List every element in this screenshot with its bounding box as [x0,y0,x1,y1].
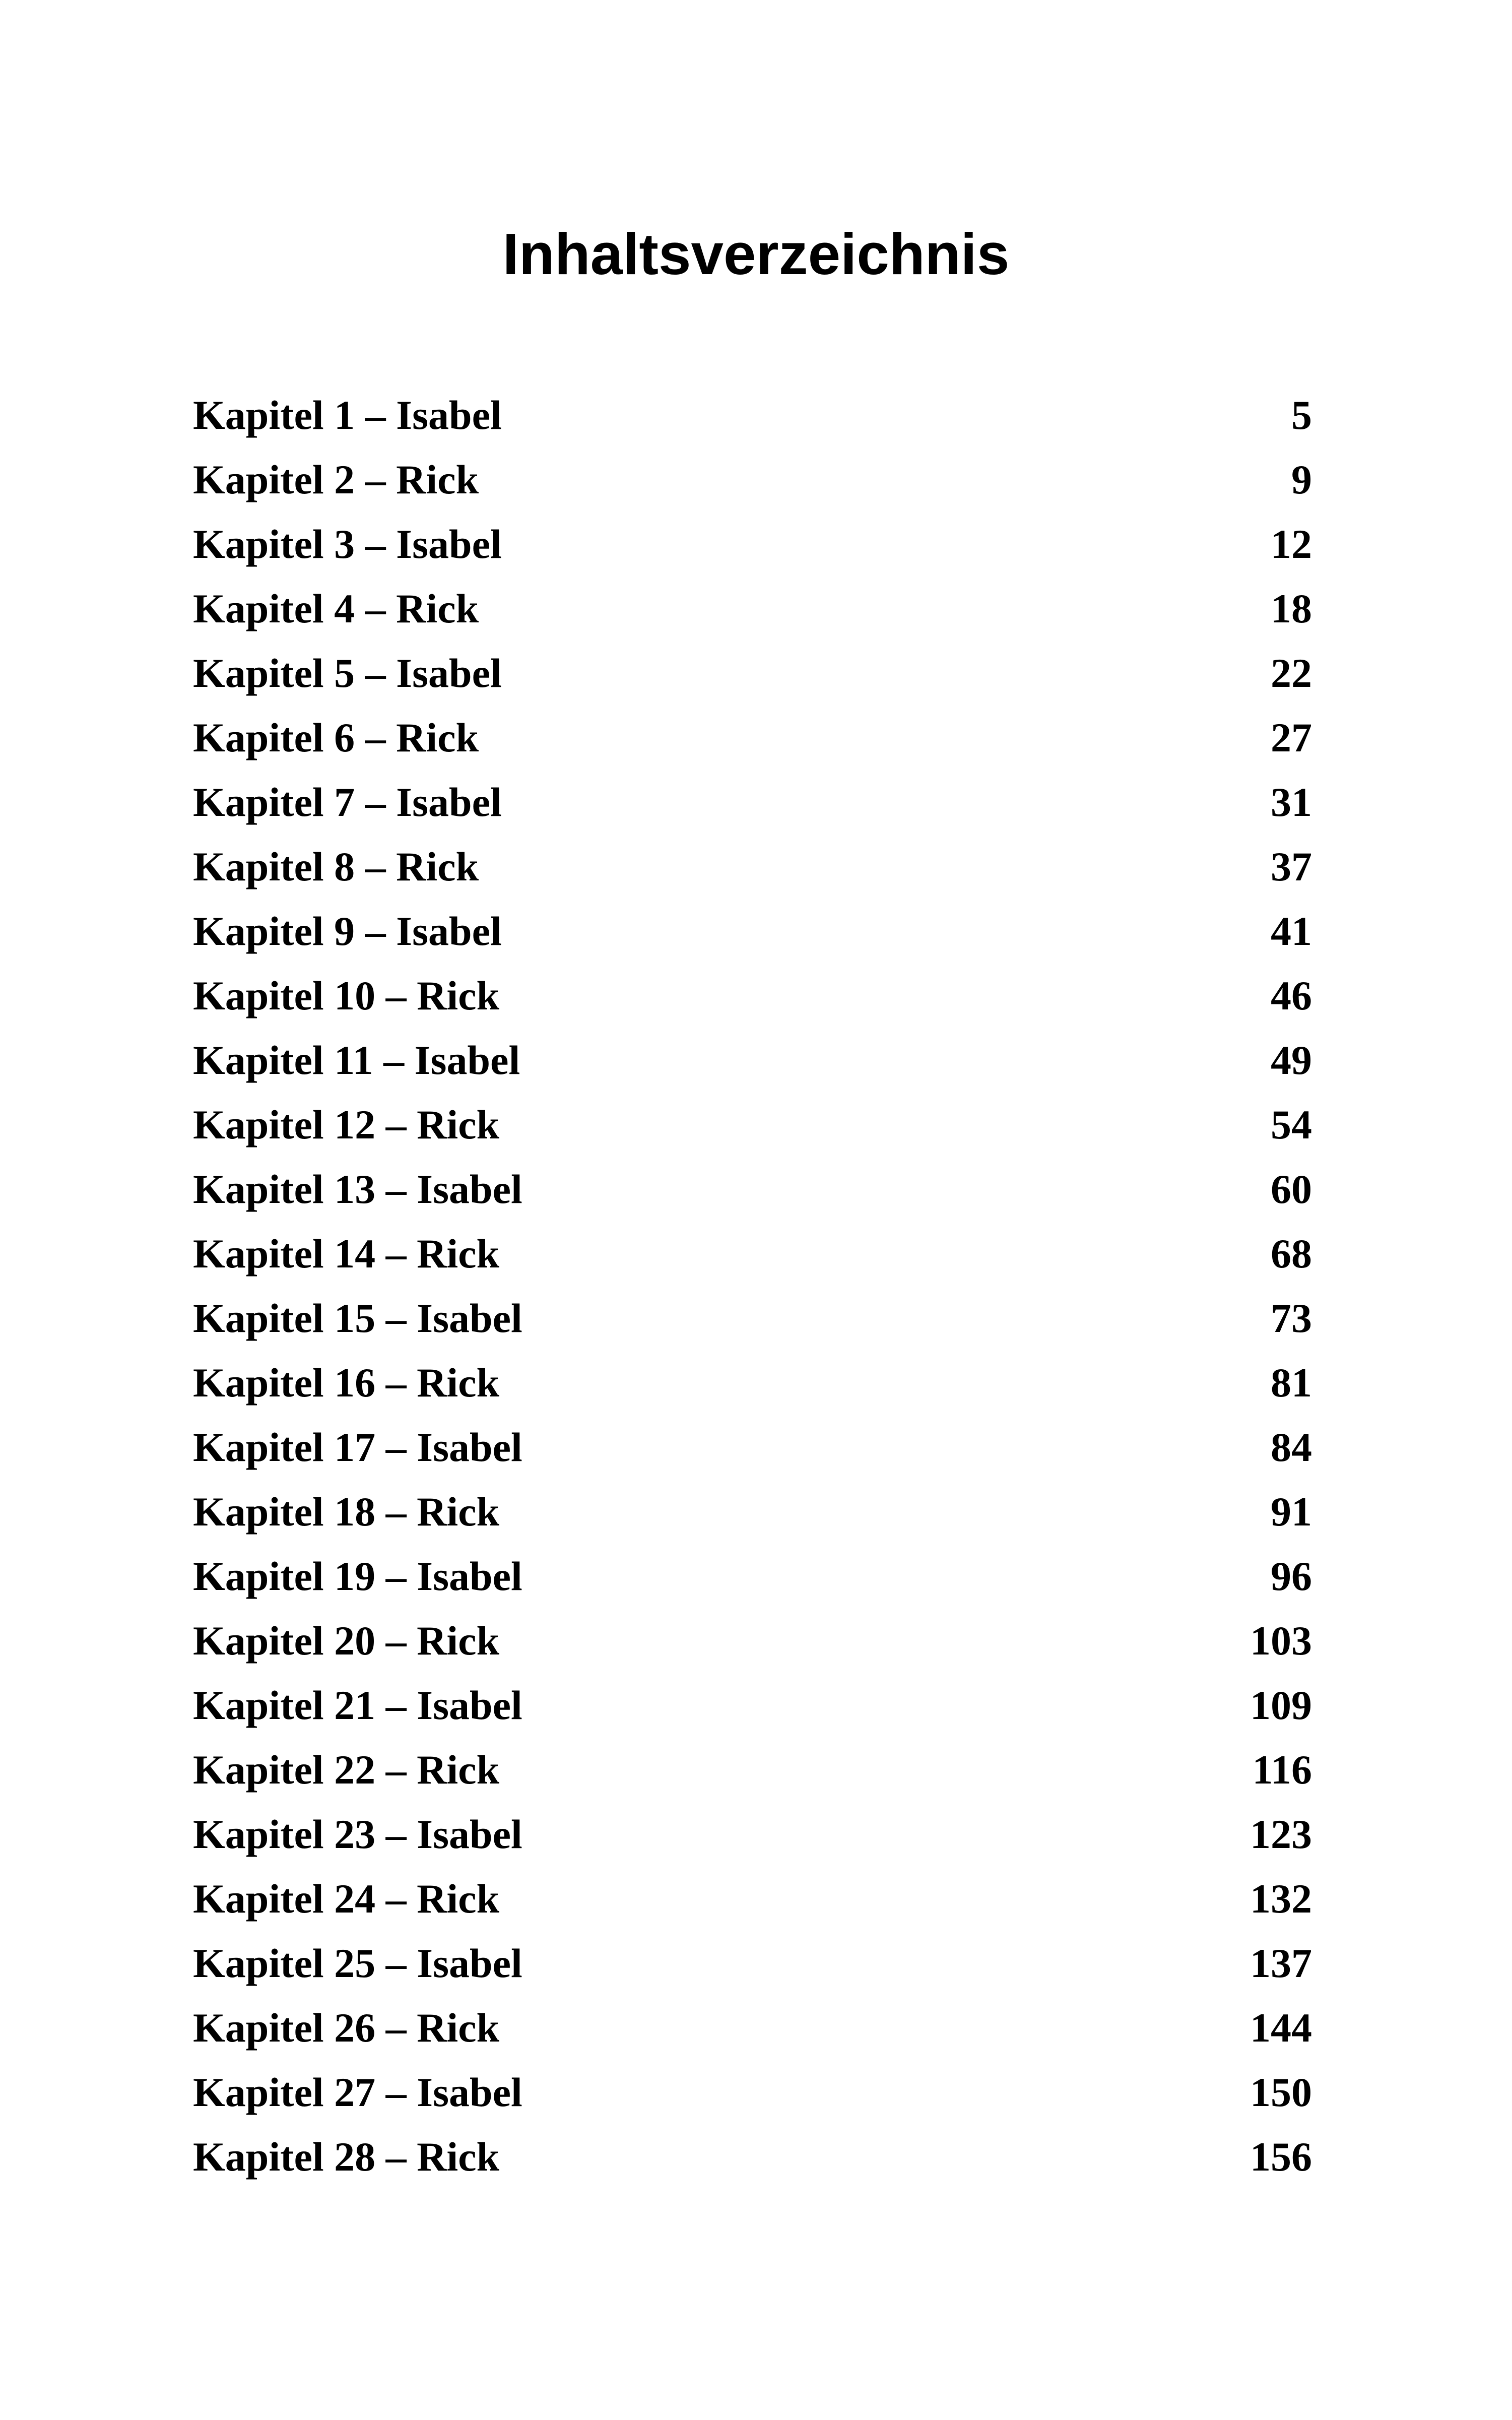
toc-entry [193,964,1312,1028]
toc-entry [193,577,1312,641]
toc-entry [193,383,1312,448]
toc-entry [193,1480,1312,1544]
page-number: 132 [1250,1876,1312,1922]
toc-entry [193,1802,1312,1867]
chapter-title: Kapitel 7 – Isabel [193,779,502,825]
toc-entry [193,1931,1312,1996]
page-number: 150 [1250,2069,1312,2115]
chapter-title: Kapitel 14 – Rick [193,1231,500,1277]
toc-entry [193,2125,1312,2189]
page-number: 22 [1271,650,1312,696]
chapter-title: Kapitel 3 – Isabel [193,521,502,567]
page-number: 84 [1271,1424,1312,1470]
toc-entry [193,1673,1312,1738]
chapter-title: Kapitel 8 – Rick [193,844,479,889]
toc-entry [193,1544,1312,1609]
page-number: 49 [1271,1037,1312,1083]
toc-entry [193,899,1312,964]
chapter-title: Kapitel 9 – Isabel [193,908,502,954]
page-number: 96 [1271,1553,1312,1599]
page-number: 5 [1291,392,1312,438]
chapter-title: Kapitel 26 – Rick [193,2005,500,2051]
toc-entry [193,1415,1312,1480]
page-number: 60 [1271,1166,1312,1212]
toc-entry [193,1093,1312,1157]
page-number: 9 [1291,457,1312,502]
chapter-title: Kapitel 2 – Rick [193,457,479,502]
page-number: 91 [1271,1489,1312,1535]
toc-entry [193,641,1312,706]
chapter-title: Kapitel 25 – Isabel [193,1940,522,1986]
toc-entry [193,1222,1312,1286]
page-number: 41 [1271,908,1312,954]
chapter-title: Kapitel 12 – Rick [193,1102,500,1148]
toc-entry [193,1028,1312,1093]
page-number: 27 [1271,715,1312,760]
toc-entry [193,706,1312,770]
page-number: 31 [1271,779,1312,825]
toc-entry [193,1867,1312,1931]
chapter-title: Kapitel 23 – Isabel [193,1811,522,1857]
chapter-title: Kapitel 20 – Rick [193,1618,500,1664]
chapter-title: Kapitel 4 – Rick [193,586,479,631]
page-number: 81 [1271,1360,1312,1406]
page-number: 137 [1250,1940,1312,1986]
toc-entry [193,835,1312,899]
page-number: 156 [1250,2134,1312,2180]
page-number: 68 [1271,1231,1312,1277]
chapter-title: Kapitel 28 – Rick [193,2134,500,2180]
page-title: Inhaltsverzeichnis [502,221,1010,287]
page-number: 116 [1252,1747,1312,1793]
page-number: 73 [1271,1295,1312,1341]
toc-entry [193,1609,1312,1673]
chapter-title: Kapitel 22 – Rick [193,1747,500,1793]
toc-entry [193,448,1312,512]
toc-entry [193,2060,1312,2125]
chapter-title: Kapitel 15 – Isabel [193,1295,522,1341]
page-number: 109 [1250,1682,1312,1728]
page-number: 46 [1271,973,1312,1018]
toc-entry [193,1286,1312,1351]
page-number: 37 [1271,844,1312,889]
chapter-title: Kapitel 6 – Rick [193,715,479,760]
chapter-title: Kapitel 18 – Rick [193,1489,500,1535]
chapter-title: Kapitel 27 – Isabel [193,2069,522,2115]
toc-entry [193,770,1312,835]
chapter-title: Kapitel 24 – Rick [193,1876,500,1922]
chapter-title: Kapitel 21 – Isabel [193,1682,522,1728]
page-number: 54 [1271,1102,1312,1148]
table-of-contents [193,383,1312,2189]
chapter-title: Kapitel 10 – Rick [193,973,500,1018]
page-number: 144 [1250,2005,1312,2051]
chapter-title: Kapitel 11 – Isabel [193,1037,520,1083]
chapter-title: Kapitel 13 – Isabel [193,1166,522,1212]
page-number: 12 [1271,521,1312,567]
page-number: 123 [1250,1811,1312,1857]
chapter-title: Kapitel 17 – Isabel [193,1424,522,1470]
page-number: 18 [1271,586,1312,631]
toc-entry [193,512,1312,577]
page-number: 103 [1250,1618,1312,1664]
toc-entry [193,1996,1312,2060]
chapter-title: Kapitel 19 – Isabel [193,1553,522,1599]
chapter-title: Kapitel 16 – Rick [193,1360,500,1406]
chapter-title: Kapitel 1 – Isabel [193,392,502,438]
toc-entry [193,1738,1312,1802]
toc-entry [193,1351,1312,1415]
chapter-title: Kapitel 5 – Isabel [193,650,502,696]
toc-entry [193,1157,1312,1222]
